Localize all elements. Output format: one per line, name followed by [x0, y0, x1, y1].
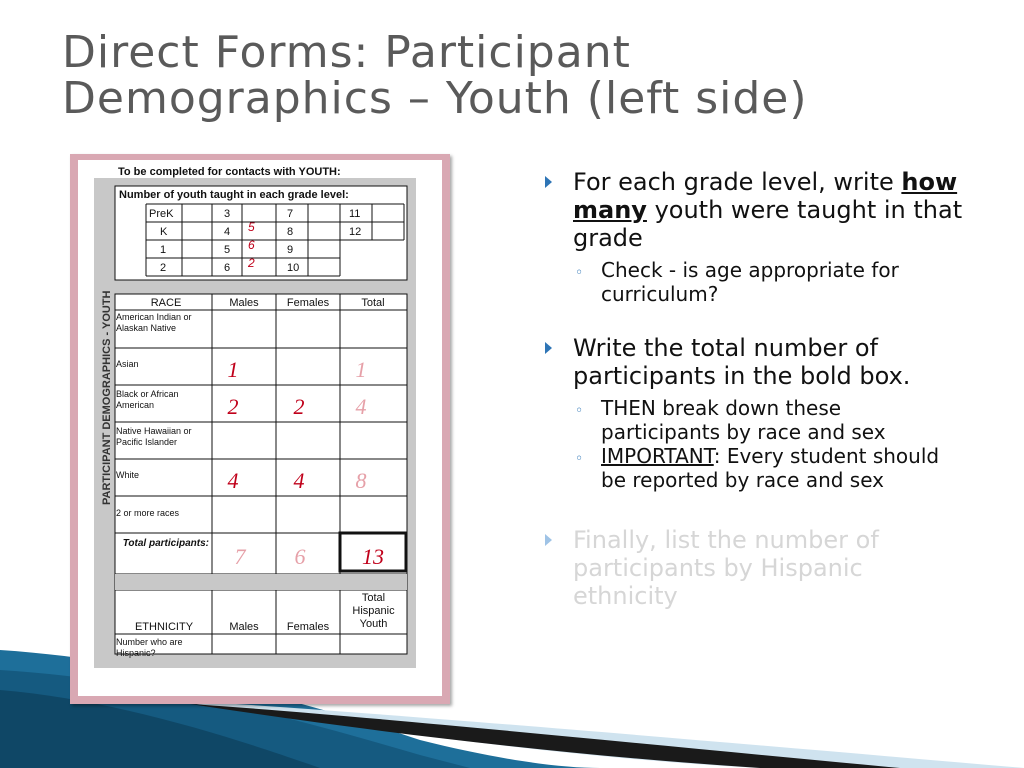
grade-cell: 8 [287, 226, 294, 238]
race-label: Native Hawaiian or Pacific Islander [116, 426, 192, 447]
sub-bullet-breakdown [545, 396, 965, 444]
total-hispanic-header: Total Hispanic Youth [352, 592, 395, 630]
sub-bullet-text: : Every student should be reported by race and sex [601, 444, 940, 492]
grade-cell: 12 [349, 226, 362, 238]
sub-bullet-ring-icon: ◦ [575, 451, 584, 467]
black-total: 4 [355, 394, 367, 419]
bullet-emphasis: how many [573, 168, 958, 224]
instructions-list [545, 168, 965, 610]
grade-cell: 2 [160, 262, 167, 274]
grade-cell: K [160, 226, 168, 238]
bullet-arrow-icon [545, 534, 552, 546]
form-drawing [78, 160, 442, 696]
bullet-text: youth were taught in that grade [573, 196, 963, 252]
white-females: 4 [293, 468, 305, 493]
grade-cell: 7 [287, 208, 294, 220]
bullet-text: Write the total number of participants in the bold box. [573, 334, 911, 390]
black-males: 2 [227, 394, 239, 419]
grade-cell: 11 [349, 208, 361, 220]
grade-cell: 10 [287, 262, 300, 274]
bullet-total-box [545, 334, 965, 390]
total-participants-label: Total participants: [122, 538, 209, 549]
sub-bullet-emphasis: IMPORTANT [601, 444, 714, 468]
slide-title: Direct Forms: Participant Demographics – Youth (left side) [62, 27, 808, 124]
total-header: Total [361, 297, 385, 309]
grade-cell: 9 [287, 244, 294, 256]
white-males: 4 [227, 468, 239, 493]
sub-bullet-text: THEN break down these participants by race and sex [601, 396, 886, 444]
ethnicity-header: ETHNICITY [134, 621, 194, 633]
grade-header: Number of youth taught in each grade level: [119, 189, 349, 201]
males-header: Males [229, 297, 259, 309]
handwritten-grade-count: 6 [248, 238, 255, 252]
bullet-grade-level [545, 168, 965, 252]
race-label: Black or African American [116, 389, 179, 410]
asian-males: 1 [227, 357, 239, 382]
race-label: Asian [116, 359, 139, 369]
total-all: 13 [362, 544, 384, 569]
bullet-hispanic-ethnicity [545, 526, 965, 610]
sub-bullet-ring-icon: ◦ [575, 265, 584, 281]
race-label: American Indian or Alaskan Native [116, 312, 192, 333]
sub-bullet-ring-icon: ◦ [575, 403, 584, 419]
bullet-text: For each grade level, write [573, 168, 902, 196]
demographics-form [78, 160, 442, 696]
race-header: RACE [150, 297, 182, 309]
hispanic-row-label: Number who are Hispanic? [116, 637, 183, 658]
handwritten-grade-count: 5 [248, 220, 255, 234]
grade-cell: 1 [160, 244, 167, 256]
sub-bullet-check [545, 258, 965, 306]
form-image-frame [70, 154, 450, 704]
grade-cell: 6 [224, 262, 231, 274]
bullet-arrow-icon [545, 342, 552, 354]
bullet-arrow-icon [545, 176, 552, 188]
females-header: Females [286, 297, 330, 309]
black-females: 2 [293, 394, 305, 419]
ethnicity-females-header: Females [286, 621, 330, 633]
form-header: To be completed for contacts with YOUTH: [118, 166, 341, 178]
asian-total: 1 [355, 357, 367, 382]
total-males: 7 [234, 544, 246, 569]
sub-bullet-text: Check - is age appropriate for curriculum? [601, 258, 899, 306]
handwritten-grade-count: 2 [248, 256, 255, 270]
grade-cell: 4 [224, 226, 231, 238]
ethnicity-males-header: Males [229, 621, 259, 633]
grade-cell: 5 [224, 244, 231, 256]
total-females: 6 [294, 544, 306, 569]
white-total: 8 [355, 468, 367, 493]
grade-cell: PreK [149, 208, 174, 220]
side-label: PARTICIPANT DEMOGRAPHICS - YOUTH [101, 290, 113, 505]
sub-bullet-important [545, 444, 965, 492]
race-label: 2 or more races [116, 508, 180, 518]
race-label: White [116, 470, 140, 480]
bullet-text: Finally, list the number of participants by Hispanic ethnicity [573, 526, 879, 610]
grade-cell: 3 [224, 208, 231, 220]
